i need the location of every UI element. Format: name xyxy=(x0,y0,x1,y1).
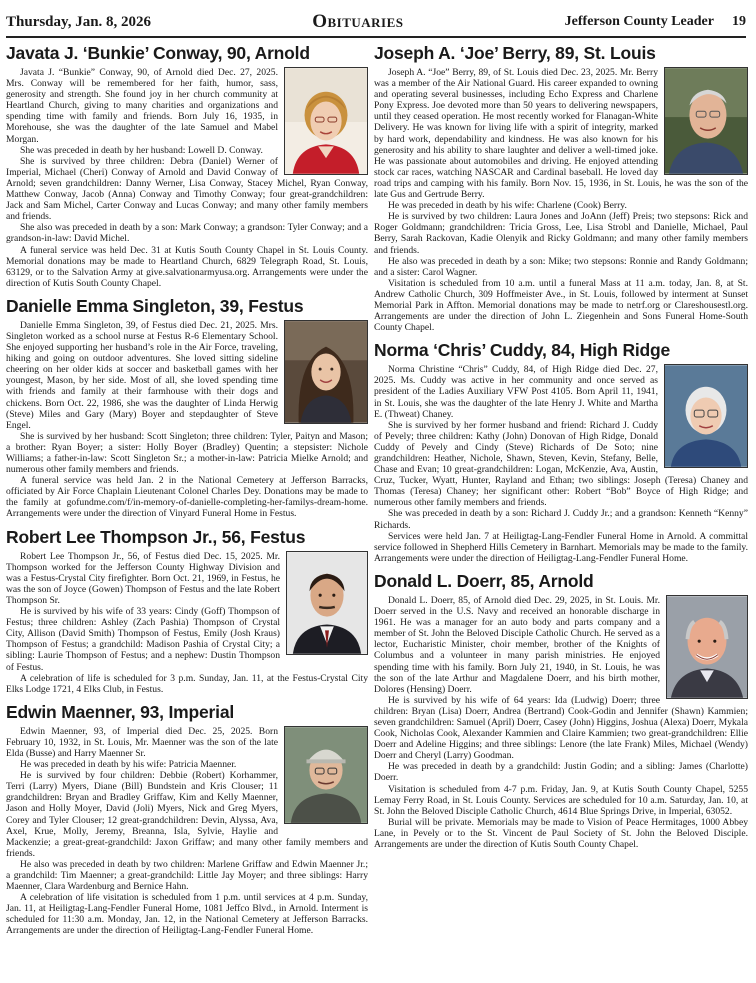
obituary-paragraph: He was preceded in death by a grandchild: Justin Godin; and a sibling: James (Charlotte) Doerr. xyxy=(374,761,748,784)
obituary-conway xyxy=(6,40,368,289)
man-portrait-icon xyxy=(286,551,368,655)
obituary-paragraph: Edwin Maenner, 93, of Imperial died Dec. 25, 2025. Born February 10, 1932, in St. Louis, Mr. Maenner was the son of the late Elda (Busse) and Harry Maenner Sr. xyxy=(6,725,278,759)
man-portrait-icon xyxy=(666,595,748,699)
obituary-paragraph: Robert Lee Thompson Jr., 56, of Festus died Dec. 15, 2025. Mr. Thompson worked for the Jefferson County Highway Division and was a Festus-Crystal City firefighter. Born Oct. 21, 1969, in Festus, he was the son of Joyce (Gowen) Thompson of Festus and the late Robert Thompson Sr. xyxy=(6,550,280,606)
obituary-headline: Donald L. Doerr, 85, Arnold xyxy=(374,570,594,591)
paper-info xyxy=(565,14,746,30)
obituary-paragraph: Visitation is scheduled from 4-7 p.m. Friday, Jan. 9, at Kutis South County Chapel, 5255 Lemay Ferry Road, in St. Louis County. Services are scheduled for 10 a.m. Saturday, Jan. 10, at St. John the Beloved Disciple Catholic Church, 4614 Blue Springs Drive, in Imperial, 63052. xyxy=(374,783,748,817)
obituary-paragraph: He is survived by four children: Debbie (Robert) Korhammer, Terri (Larry) Myers, Diane (Bill) Bundstein and Kris Clouser; 11 grandchildren: Bryan and Bradley Griffaw, Kim and Kelly Maenner, Jason and Holly Moyer, David (Joli) Myers, Nick and Greg Myers, Corey and Tyler Clouser; 12 great-grandchildren: Devin, Alyssa, Ava, Axel, Krue, Molly, Jeremy, Breanna, Isla, Sylvie, Haylie and Mackenzie; a great-great-grandchild: Jaxon Griffaw; and many other family members and friends. xyxy=(6,770,368,859)
obituary-paragraph: Javata J. “Bunkie” Conway, 90, of Arnold died Dec. 27, 2025. Mrs. Conway will be remembered for her faith, humor, sass, generosity and strength. She found joy in her church community at Heartland Church, giving to many charities and organizations and spending time with family and friends. Born July 16, 1935, in Morehouse, she was the daughter of the late Samuel and Mabel Morgan. xyxy=(6,67,278,145)
obituary-paragraph: She is survived by her husband: Scott Singleton; three children: Tyler, Paityn and Mason; a brother: Ryan Boyer; a sister: Holly Boyer (Bradley) Quentin; a stepsister: Nichole Williams; a father-in-law: Scott Singleton Sr.; a mother-in-law: Patricia Mielke Arnold; and numerous other family members and friends. xyxy=(6,430,368,476)
obituary-paragraph: A funeral service was held Jan. 2 in the National Cemetery at Jefferson Barracks, officiated by Air Force Chaplain Lieutenant Colonel Charles Dey. Donations may be made to the family at gofundme.com/f/in-memory-of-danielle-completing-her-familys-dream-home. Arrangements were under the direction of Vinyard Funeral Home in Festus. xyxy=(6,475,368,520)
obituary-paragraph: A celebration of life visitation is scheduled from 1 p.m. until services at 4 p.m. Sunday, Jan. 11, at Heiligtag-Lang-Fendler Funeral Home, 1081 Jeffco Blvd., in Arnold. Interment is scheduled for 11:30 a.m. Monday, Jan. 12, in the National Cemetery at Jefferson Barracks. Arrangements are under the direction of Heiligtag-Lang-Fendler Funeral Home. xyxy=(6,892,368,937)
obituary-paragraph: A celebration of life is scheduled for 3 p.m. Sunday, Jan. 11, at the Festus-Crystal City Elks Lodge 1721, 4 Elks Club, in Festus. xyxy=(6,672,368,695)
obituary-maenner xyxy=(6,699,368,937)
obituary-headline: Robert Lee Thompson Jr., 56, Festus xyxy=(6,526,306,547)
obituary-paragraph: Joseph A. “Joe” Berry, 89, of St. Louis died Dec. 23, 2025. Mr. Berry was a member of the Air National Guard. His career expanded to owning and operating several businesses, including Echo Express and Charlene Pony Express. Joe devoted more than 50 years to delivering newspapers, until they ceased operation. He most recently worked for Flanagan-White Delivery. He was known for living life with a spirit of integrity, marked by hard work, dependability and kindness. He was also known for his generosity and his ability to share laughter and deliver a well-timed joke. He was passionate about automobiles and driving. He enjoyed attending stock car races, watching NASCAR and Cardinal baseball. He loved day road trips and camping with his family. Born Nov. 15, 1936, in St. Louis, he was the son of the late Gus and Gertrude Berry. xyxy=(374,67,748,201)
woman-portrait-icon xyxy=(664,364,748,468)
obituary-singleton xyxy=(6,293,368,520)
obituary-paragraph: He is survived by his wife of 64 years: Ida (Ludwig) Doerr; three children: Bryan (Lisa) Doerr, Andrea (Bertrand) Cook-Godin and Jennifer (Shawn) Kammien; seven grandchildren: Samuel (April) Doerr, Casey (John) Higgins, Joshua (Alexa) Doerr, Mykala Cook, Nicholas Cook, Alexander Kammien and Claire Kammien; two great-grandchildren: Ellie Doerr and Adeline Higgins; and three siblings: Lenore (the late Frank) Miles, Michael (Wendy) Doerr and Cheryl (Larry) Goodman. xyxy=(374,694,748,762)
obituary-paragraph: She also was preceded in death by a son: Mark Conway; a grandson: Tyler Conway; and a grandson-in-law: David Michel. xyxy=(6,222,368,245)
man-portrait-icon xyxy=(664,67,748,175)
obituary-headline: Javata J. ‘Bunkie’ Conway, 90, Arnold xyxy=(6,43,310,63)
obituary-paragraph: He was preceded in death by his wife: Patricia Maenner. xyxy=(20,759,237,771)
page-header xyxy=(6,10,746,34)
page-number: 19 xyxy=(731,14,746,29)
obituary-paragraph: Burial will be private. Memorials may be made to Vision of Peace Hermitages, 1000 Abbey Lane, in Pevely or to the St. Vincent de Paul Society of St. John the Beloved Disciple. Arrangements are under the direction of Kutis South County Chapel. xyxy=(374,816,748,850)
section-title: Obituaries xyxy=(312,11,404,32)
obituary-paragraph: He also was preceded in death by two children: Marlene Griffaw and Edwin Maenner Jr.; a grandchild: Tim Maenner; a great-grandchild: Little Jay Moyer; and three siblings: Harry Maenner, Clara Wardenburg and Bernice Hahn. xyxy=(6,858,368,893)
man-portrait-icon xyxy=(284,726,368,824)
obituary-headline: Joseph A. ‘Joe’ Berry, 89, St. Louis xyxy=(374,43,656,63)
paper-name: Jefferson County Leader xyxy=(564,14,714,29)
obituary-paragraph: He also was preceded in death by a son: Mike; two stepsons: Ronnie and Randy Goldmann; and a sister: Carol Wagner. xyxy=(374,255,748,278)
obituary-headline: Edwin Maenner, 93, Imperial xyxy=(6,701,235,722)
obituary-paragraph: Norma Christine “Chris” Cuddy, 84, of High Ridge died Dec. 27, 2025. Ms. Cuddy was active in her community and once served as president of the Ladies Auxiliary VFW Post 4105. Born April 11, 1941, in St. Louis, she was the daughter of the late Henry J. White and Martha E. (Thweat) Chaney. xyxy=(374,364,658,420)
obituary-paragraph: She is survived by her former husband and friend: Richard J. Cuddy of Pevely; three children: Kathy (John) Donovan of High Ridge, Donald Cuddy of Pevely and Cindy (Steve) Richards of De Soto; nine grandchildren: Heather, Nichole, Shawn, Steven, Kevin, Stefany, Belle, Chase and Evan; 10 great-grandchildren: Logan, McKenzie, Ava, Austin, Cruz, Tucker, Wyatt, Hunter, Rayland and Ethan; two siblings: Joseph (Teresa) Chaney and Thomas (Teresa) Chaney; her significant other: Robert “Bob” Boyce of High Ridge; and numerous other family members and friends. xyxy=(374,419,748,509)
obituary-paragraph: She was preceded in death by a son: Richard J. Cuddy Jr.; and a grandson: Kenneth “Kenny” Richards. xyxy=(374,508,748,531)
header-rule xyxy=(6,36,746,38)
obituary-berry xyxy=(374,40,748,333)
obituary-paragraph: She was preceded in death by her husband: Lowell D. Conway. xyxy=(20,144,263,156)
obituary-paragraph: Visitation is scheduled from 10 a.m. until a funeral Mass at 11 a.m. today, Jan. 8, at St. Andrew Catholic Church, 309 Hoffmeister Ave., in St. Louis, followed by interment at Sunset Memorial Park in Affton. Memorial donations may be made to netrf.org or Clareshousestl.org. Arrangements are under the direction of John L. Ziegenhein and Sons Funeral Home-South County Chapel. xyxy=(374,277,748,334)
obituary-paragraph: Donald L. Doerr, 85, of Arnold died Dec. 29, 2025, in St. Louis. Mr. Doerr served in the U.S. Navy and received an honorable discharge in 1961. He was a manager for an auto body and parts company and a member of St. John the Beloved Disciple Catholic Church. He served as a lector, Eucharistic Minister, choir member, brother of the Knights of Columbus and a volunteer in many parish ministries. He enjoyed spending time with his family. Born July 21, 1940, in St. Louis, he was the son of the late Arthur and Magdalene Doerr, and his birth mother, Dolores (Hensing) Doerr. xyxy=(374,594,660,695)
obituary-paragraph: A funeral service was held Dec. 31 at Kutis South County Chapel in St. Louis County. Memorial donations may be made to Heartland Church, 6829 Telegraph Road, St. Louis, 63129, or to the Salvation Army at give.salvationarmyusa.org. Arrangements were under the direction of Kutis South County Chapel. xyxy=(6,244,368,289)
obituary-headline: Danielle Emma Singleton, 39, Festus xyxy=(6,295,304,316)
obituary-doerr xyxy=(374,568,748,850)
obituary-paragraph: Danielle Emma Singleton, 39, of Festus died Dec. 21, 2025. Mrs. Singleton worked as a school nurse at Festus R-6 Elementary School. She enjoyed supporting her husband’s role in the Air Force, traveling, hiking and going on outdoor adventures. She loved sitting sideline cheering on her older kids at soccer and basketball games with her youngest, Mason, by her side. Most of all, she loved spending time with friends and family at their farmhouse with their dogs and chickens. Born Oct. 22, 1986, she was the daughter of Linda Herwig (Steve) Miles and Gary (Mary) Boyer and stepdaughter of Steve Engel. xyxy=(6,319,278,431)
left-column xyxy=(6,40,368,980)
obituary-paragraph: He was preceded in death by his wife: Charlene (Cook) Berry. xyxy=(388,200,627,212)
obituary-headline: Norma ‘Chris’ Cuddy, 84, High Ridge xyxy=(374,340,671,361)
issue-date: Thursday, Jan. 8, 2026 xyxy=(6,13,152,30)
woman-portrait-icon xyxy=(284,67,368,175)
obituary-cuddy xyxy=(374,337,748,564)
obituary-paragraph: She is survived by three children: Debra (Daniel) Werner of Imperial, Michael (Cheri) Conway of Arnold and David Conway of Arnold; seven grandchildren: Danny Werner, Lisa Conway, Stacey Michel, Ryan Conway, Matthew Conway, Jacob (Anna) Conway and Timothy Conway; four great-grandchildren: Jack and Sam Michel, Carter Conway and Lucas Conway; and many other family members and friends. xyxy=(6,155,368,223)
right-column xyxy=(374,40,748,980)
obituary-thompson xyxy=(6,524,368,695)
obituary-paragraph: He is survived by two children: Laura Jones and JoAnn (Jeff) Preis; two stepsons: Rick and Roger Goldmann; grandchildren: Tricia Gross, Lee, Lisa Strobl and Danielle, Michael, Paul Berry, Sarah Rackovan, Kadie Olenyik and Ricky Goldmann; and many other family members and friends. xyxy=(374,211,748,256)
obituary-paragraph: He is survived by his wife of 33 years: Cindy (Goff) Thompson of Festus; three children: Ashley (Zach Pashia) Thompson of Crystal City, Allison (David Smith) Thompson of Festus, Emily (Josh Kraus) Thompson of Festus; a grandchild: Madison Pashia of Crystal City; a sibling: Laurie Thompson of Festus; and a nephew: Dustin Thompson of Festus. xyxy=(6,606,280,673)
obituary-paragraph: Services were held Jan. 7 at Heiligtag-Lang-Fendler Funeral Home in Arnold. A committal service followed in Shepherd Hills Cemetery in Barnhart. Memorials may be made to the family. Arrangements were under the direction of Heiligtag-Lang-Fendler Funeral Home. xyxy=(374,530,748,564)
woman-portrait-icon xyxy=(284,320,368,424)
